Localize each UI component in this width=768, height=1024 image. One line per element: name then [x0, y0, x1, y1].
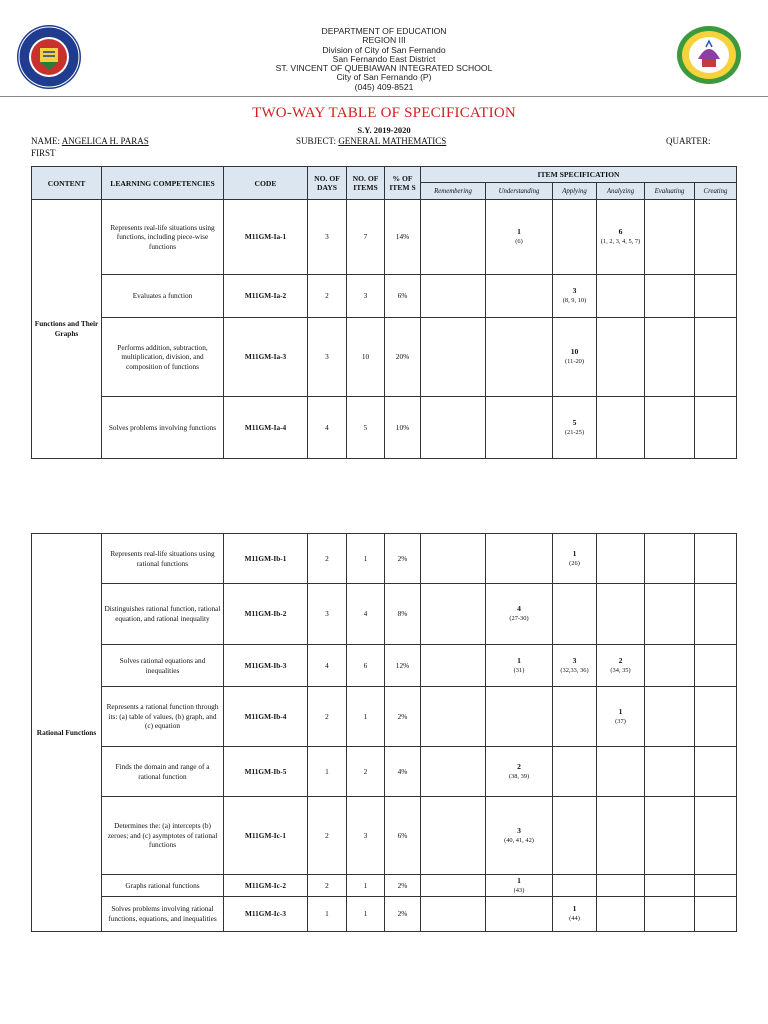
- days-cell: 2: [308, 687, 347, 747]
- item-numbers: (11-20): [565, 358, 584, 365]
- quarter-value: FIRST: [31, 148, 56, 158]
- spec-cell-understanding: [486, 318, 553, 397]
- competency-cell: Distinguishes rational function, rational equation, and rational inequality: [102, 584, 224, 645]
- percent-cell: 2%: [385, 534, 421, 584]
- item-numbers: (32,33, 36): [560, 666, 589, 674]
- spec-cell-analyzing: [597, 797, 645, 875]
- spec-cell-evaluating: [645, 875, 695, 897]
- item-numbers: (26): [569, 559, 580, 567]
- percent-cell: 2%: [385, 897, 421, 932]
- spec-cell-applying: [553, 797, 597, 875]
- header-line: Division of City of San Fernando: [322, 44, 446, 55]
- spec-cell-creating: [695, 687, 737, 747]
- items-cell: 3: [347, 275, 385, 318]
- item-count: 1: [517, 227, 521, 237]
- percent-cell: 6%: [385, 275, 421, 318]
- header-item-specification: ITEM SPECIFICATION: [421, 167, 737, 183]
- spec-cell-applying: [553, 534, 597, 584]
- table-row: [32, 687, 737, 747]
- header-evaluating: Evaluating: [645, 183, 695, 200]
- table-row: [32, 397, 737, 459]
- header-line: (045) 409-8521: [354, 81, 414, 92]
- table-row: [32, 897, 737, 932]
- competency-cell: Evaluates a function: [102, 275, 224, 318]
- percent-cell: 4%: [385, 747, 421, 797]
- header-creating: Creating: [695, 183, 737, 200]
- name-value: ANGELICA H. PARAS: [61, 136, 149, 146]
- days-cell: 4: [308, 645, 347, 687]
- item-numbers: (8, 9, 10): [562, 297, 587, 304]
- code-cell: M11GM-Ia-1: [224, 200, 308, 275]
- competency-cell: Solves rational equations and inequalities: [102, 645, 224, 687]
- days-cell: 2: [308, 875, 347, 897]
- spec-cell-understanding: [486, 584, 553, 645]
- spec-cell-understanding: [486, 687, 553, 747]
- item-numbers: (34, 35): [610, 666, 631, 674]
- table-row: [32, 875, 737, 897]
- content-cell: Rational Functions: [32, 534, 102, 932]
- percent-cell: 12%: [385, 645, 421, 687]
- header-line: ST. VINCENT OF QUEBIAWAN INTEGRATED SCHOOL: [275, 63, 493, 74]
- percent-cell: 2%: [385, 687, 421, 747]
- item-numbers: (38, 39): [508, 772, 530, 780]
- item-numbers: (6): [515, 238, 523, 245]
- header-competencies: LEARNING COMPETENCIES: [102, 167, 224, 200]
- days-cell: 2: [308, 275, 347, 318]
- table-row: [32, 645, 737, 687]
- code-cell: M11GM-Ib-5: [224, 747, 308, 797]
- spec-cell-evaluating: [645, 275, 695, 318]
- spec-cell-analyzing: [597, 584, 645, 645]
- items-cell: 7: [347, 200, 385, 275]
- spec-cell-understanding: [486, 645, 553, 687]
- header-text: [200, 27, 568, 92]
- spec-cell-understanding: [486, 897, 553, 932]
- items-cell: 1: [347, 897, 385, 932]
- spec-cell-evaluating: [645, 747, 695, 797]
- spec-cell-creating: [695, 534, 737, 584]
- competency-cell: Determines the: (a) intercepts (b) zeroes; and (c) asymptotes of rational functions: [102, 797, 224, 875]
- header-days: NO. OF DAYS: [308, 167, 347, 200]
- code-cell: M11GM-Ib-1: [224, 534, 308, 584]
- header-code: CODE: [224, 167, 308, 200]
- header-remembering: Remembering: [421, 183, 486, 200]
- competency-cell: Represents real-life situations using rational functions: [102, 534, 224, 584]
- days-cell: 3: [308, 318, 347, 397]
- table-row: [32, 534, 737, 584]
- spec-cell-remembering: [421, 200, 486, 275]
- competency-cell: Represents real-life situations using functions, including piece-wise functions: [102, 200, 224, 275]
- spec-cell-understanding: [486, 275, 553, 318]
- specification-table-rational-functions: [31, 533, 737, 932]
- spec-cell-remembering: [421, 797, 486, 875]
- spec-cell-analyzing: [597, 645, 645, 687]
- division-seal-logo: [676, 25, 742, 85]
- item-count: 1: [517, 875, 521, 885]
- code-cell: M11GM-Ia-4: [224, 397, 308, 459]
- item-numbers: (31): [513, 666, 525, 674]
- subject-label: SUBJECT:: [296, 136, 337, 146]
- spec-cell-applying: [553, 584, 597, 645]
- days-cell: 4: [308, 397, 347, 459]
- code-cell: M11GM-Ia-3: [224, 318, 308, 397]
- quarter-label: QUARTER:: [666, 136, 711, 146]
- spec-cell-creating: [695, 584, 737, 645]
- table-row: [32, 747, 737, 797]
- spec-cell-applying: [553, 200, 597, 275]
- days-cell: 3: [308, 200, 347, 275]
- percent-cell: 20%: [385, 318, 421, 397]
- table-row: [32, 318, 737, 397]
- items-cell: 1: [347, 687, 385, 747]
- spec-cell-analyzing: [597, 275, 645, 318]
- code-cell: M11GM-Ic-1: [224, 797, 308, 875]
- name-label: NAME:: [31, 136, 60, 146]
- spec-cell-evaluating: [645, 397, 695, 459]
- spec-cell-understanding: [486, 747, 553, 797]
- spec-cell-analyzing: [597, 897, 645, 932]
- table-row: [32, 797, 737, 875]
- spec-cell-applying: [553, 275, 597, 318]
- spec-cell-remembering: [421, 318, 486, 397]
- spec-cell-applying: [553, 645, 597, 687]
- spec-cell-applying: [553, 897, 597, 932]
- item-count: 1: [618, 706, 623, 716]
- competency-cell: Solves problems involving rational functions, equations, and inequalities: [102, 897, 224, 932]
- header-divider: [0, 96, 768, 97]
- item-numbers: (44): [569, 915, 580, 922]
- header-line: San Fernando East District: [332, 53, 436, 64]
- spec-cell-remembering: [421, 747, 486, 797]
- spec-cell-analyzing: [597, 534, 645, 584]
- document-header: [0, 0, 768, 96]
- code-cell: M11GM-Ic-3: [224, 897, 308, 932]
- items-cell: 10: [347, 318, 385, 397]
- spec-cell-analyzing: [597, 875, 645, 897]
- specification-table-functions: [31, 166, 737, 459]
- spec-cell-evaluating: [645, 318, 695, 397]
- item-numbers: (27-30): [509, 615, 529, 622]
- spec-cell-applying: [553, 687, 597, 747]
- spec-cell-understanding: [486, 200, 553, 275]
- days-cell: 1: [308, 897, 347, 932]
- school-seal-logo: [16, 24, 82, 90]
- spec-cell-creating: [695, 747, 737, 797]
- item-numbers: (40, 41, 42): [504, 836, 534, 844]
- spec-cell-evaluating: [645, 645, 695, 687]
- competency-cell: Graphs rational functions: [102, 875, 224, 897]
- header-items: NO. OF ITEMS: [347, 167, 385, 200]
- code-cell: M11GM-Ib-4: [224, 687, 308, 747]
- header-content: CONTENT: [32, 167, 102, 200]
- header-analyzing: Analyzing: [597, 183, 645, 200]
- table-row: [32, 200, 737, 275]
- spec-cell-remembering: [421, 687, 486, 747]
- spec-cell-understanding: [486, 397, 553, 459]
- spec-cell-remembering: [421, 397, 486, 459]
- days-cell: 2: [308, 797, 347, 875]
- header-line: City of San Fernando (P): [336, 72, 432, 83]
- spec-cell-evaluating: [645, 897, 695, 932]
- spec-cell-remembering: [421, 534, 486, 584]
- item-count: 4: [517, 604, 521, 614]
- item-count: 2: [618, 655, 623, 665]
- spec-cell-understanding: [486, 797, 553, 875]
- spec-cell-evaluating: [645, 200, 695, 275]
- percent-cell: 14%: [385, 200, 421, 275]
- items-cell: 5: [347, 397, 385, 459]
- competency-cell: Solves problems involving functions: [102, 397, 224, 459]
- subject-value: GENERAL MATHEMATICS: [338, 136, 447, 146]
- percent-cell: 6%: [385, 797, 421, 875]
- spec-cell-applying: [553, 747, 597, 797]
- item-count: 2: [517, 761, 521, 771]
- percent-cell: 10%: [385, 397, 421, 459]
- spec-cell-analyzing: [597, 747, 645, 797]
- days-cell: 2: [308, 534, 347, 584]
- item-count: 1: [572, 548, 577, 558]
- item-count: 3: [517, 825, 521, 835]
- items-cell: 3: [347, 797, 385, 875]
- items-cell: 2: [347, 747, 385, 797]
- item-count: 1: [572, 904, 577, 914]
- spec-cell-creating: [695, 797, 737, 875]
- code-cell: M11GM-Ib-2: [224, 584, 308, 645]
- items-cell: 4: [347, 584, 385, 645]
- spec-cell-creating: [695, 318, 737, 397]
- spec-cell-creating: [695, 897, 737, 932]
- items-cell: 1: [347, 534, 385, 584]
- item-count: 10: [570, 347, 579, 357]
- item-count: 3: [572, 655, 577, 665]
- code-cell: M11GM-Ic-2: [224, 875, 308, 897]
- name-field: [31, 136, 149, 146]
- percent-cell: 2%: [385, 875, 421, 897]
- spec-cell-analyzing: [597, 200, 645, 275]
- competency-cell: Performs addition, subtraction, multiplication, division, and composition of functions: [102, 318, 224, 397]
- days-cell: 3: [308, 584, 347, 645]
- item-count: 1: [517, 655, 521, 665]
- spec-cell-applying: [553, 875, 597, 897]
- spec-cell-evaluating: [645, 534, 695, 584]
- subject-field: [296, 136, 448, 146]
- spec-cell-evaluating: [645, 797, 695, 875]
- spec-cell-evaluating: [645, 584, 695, 645]
- item-count: 6: [618, 227, 623, 237]
- spec-cell-creating: [695, 275, 737, 318]
- spec-cell-evaluating: [645, 687, 695, 747]
- days-cell: 1: [308, 747, 347, 797]
- spec-cell-remembering: [421, 275, 486, 318]
- spec-cell-remembering: [421, 645, 486, 687]
- header-understanding: Understanding: [486, 183, 553, 200]
- spec-cell-analyzing: [597, 318, 645, 397]
- table-row: [32, 275, 737, 318]
- item-numbers: (37): [615, 717, 626, 725]
- spec-cell-understanding: [486, 534, 553, 584]
- spec-cell-creating: [695, 875, 737, 897]
- header-line: DEPARTMENT OF EDUCATION: [321, 26, 447, 36]
- spec-cell-analyzing: [597, 687, 645, 747]
- header-percent: % OF ITEM S: [385, 167, 421, 200]
- items-cell: 1: [347, 875, 385, 897]
- header-line: REGION III: [362, 35, 406, 46]
- spec-cell-remembering: [421, 875, 486, 897]
- spec-cell-analyzing: [597, 397, 645, 459]
- item-numbers: (43): [513, 886, 525, 894]
- spec-cell-remembering: [421, 584, 486, 645]
- spec-cell-remembering: [421, 897, 486, 932]
- item-numbers: (1, 2, 3, 4, 5, 7): [600, 238, 641, 245]
- item-count: 5: [572, 417, 577, 427]
- spec-cell-creating: [695, 397, 737, 459]
- table-row: [32, 584, 737, 645]
- competency-cell: Finds the domain and range of a rational function: [102, 747, 224, 797]
- document-title: TWO-WAY TABLE OF SPECIFICATION: [252, 105, 516, 121]
- item-count: 3: [572, 286, 577, 296]
- spec-cell-understanding: [486, 875, 553, 897]
- items-cell: 6: [347, 645, 385, 687]
- school-year: S.Y. 2019-2020: [357, 125, 411, 135]
- content-cell: Functions and Their Graphs: [32, 200, 102, 459]
- code-cell: M11GM-Ib-3: [224, 645, 308, 687]
- header-applying: Applying: [553, 183, 597, 200]
- spec-cell-creating: [695, 645, 737, 687]
- spec-cell-applying: [553, 397, 597, 459]
- item-numbers: (21-25): [564, 428, 585, 436]
- spec-cell-creating: [695, 200, 737, 275]
- code-cell: M11GM-Ia-2: [224, 275, 308, 318]
- competency-cell: Represents a rational function through its: (a) table of values, (b) graph, and (c) equation: [102, 687, 224, 747]
- spec-cell-applying: [553, 318, 597, 397]
- percent-cell: 8%: [385, 584, 421, 645]
